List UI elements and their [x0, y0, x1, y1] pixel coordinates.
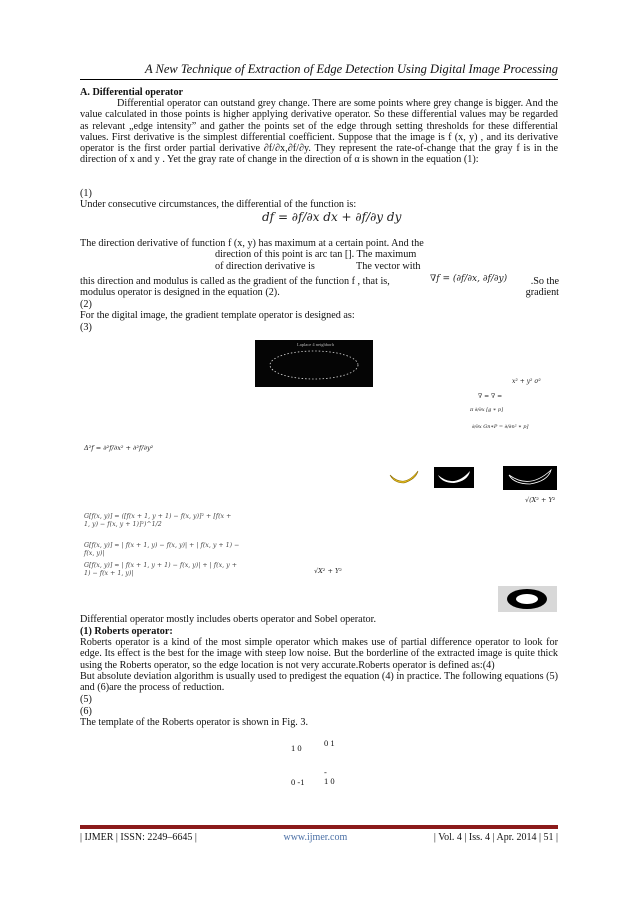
section-b-paragraph-1: Differential operator mostly includes oberts operator and Sobel operator.	[80, 614, 377, 625]
roberts-template-a-bottom: 0 -1	[291, 777, 305, 787]
roberts-template-dash: -	[324, 767, 327, 777]
banana-image	[388, 467, 420, 489]
gradient-formula: ∇f = (∂f/∂x, ∂f/∂y)	[430, 274, 508, 284]
section-a-p3-line2: direction of this point is arc tan []. The maximum	[215, 249, 417, 260]
equation-5-label: (5)	[80, 694, 92, 705]
header-rule	[80, 79, 558, 80]
equation-6-label: (6)	[80, 706, 92, 717]
math-fragment-2: ∇ = ∇ =	[478, 393, 503, 400]
roberts-paragraph-2: Roberts operator is a kind of the most simple operator which makes use of partial difference operator to look for edge. Its effect is the best for the image with steep low noise. But the borderline of the extracted image is quite thick using the Roberts operator, so the edge location is not very accurate.Roberts operator is defined as:(4)	[80, 637, 558, 671]
equation-3-label: (3)	[80, 322, 92, 333]
section-a-heading: A. Differential operator	[80, 87, 184, 98]
dotted-ellipse-graphic	[255, 340, 373, 387]
page-footer	[80, 832, 558, 843]
roberts-heading: (1) Roberts operator:	[80, 626, 173, 637]
equation-1-label: (1)	[80, 188, 92, 199]
equation-2-label: (2)	[80, 299, 92, 310]
roberts-eq6-line1: G[f(x, y)] ≈ | f(x + 1, y + 1) − f(x, y)| + | f(x, y +	[84, 562, 237, 569]
footer-rule	[80, 825, 558, 829]
math-fragment-4: ∂/∂x Gn∗P = ∂/∂n² ∗ p]	[472, 424, 529, 430]
banana-binary-image	[434, 467, 474, 488]
section-a-paragraph-4: For the digital image, the gradient template operator is designed as:	[80, 310, 355, 321]
blob-edge-image	[498, 586, 557, 612]
footer-website-link[interactable]: www.ijmer.com	[283, 832, 348, 843]
section-a-p3-line5: modulus operator is designed in the equation (2).	[80, 287, 280, 298]
banana-edge-image	[503, 466, 557, 490]
math-fragment-1: x² + y² σ²	[512, 378, 541, 385]
roberts-eq5-line1: G[f(x, y)] ≈ | f(x + 1, y) − f(x, y)| + | f(x, y + 1) −	[84, 542, 240, 549]
math-fragment-3: π ∂/∂x [g ∗ p]	[470, 407, 504, 413]
footer-issue-info: | Vol. 4 | Iss. 4 | Apr. 2014 | 51 |	[433, 832, 558, 843]
roberts-eq4-line1: G[f(x, y)] = ([f(x + 1, y + 1) − f(x, y)]² + [f(x +	[84, 513, 232, 520]
figure-caption-small: Laplace 4 neighborh	[297, 342, 334, 347]
running-header: A New Technique of Extraction of Edge Detection Using Digital Image Processing	[144, 62, 558, 76]
roberts-eq6-line2: 1) − f(x + 1, y)|	[84, 570, 134, 577]
roberts-eq5-line2: f(x, y)|	[84, 550, 105, 557]
sqrt-fragment-1: √(X² + Y²	[525, 496, 556, 504]
laplacian-formula: Δ²f = ∂²f/∂x² + ∂²f/∂y²	[84, 444, 154, 452]
df-formula: df = ∂f/∂x dx + ∂f/∂y dy	[262, 210, 402, 224]
section-a-p3-line4a: this direction and modulus is called as the gradient of the function f , that is,	[80, 276, 390, 287]
section-a-paragraph-1: Differential operator can outstand grey change. There are some points where grey change is bigger. And the value calculated in those points is higher applying derivative operator. So these differential values may be regarded as relevant „edge intensity” and gather the points set of the edge through setting thresholds for these differential values. First derivative is the simplest differential coefficient. Suppose that the image is f (x, y) , and its derivative operator is the first order partial derivative ∂f/∂x,∂f/∂y. They represent the rate-of-change that the gray f is in the direction of x and y . Yet the gray rate of change in the direction of α is shown in the equation (1):	[80, 98, 558, 166]
sqrt-fragment-2: √X² + Y²	[314, 567, 342, 575]
section-a-p3-line1: The direction derivative of function f (x, y) has maximum at a certain point. And the	[80, 238, 424, 249]
section-a-p3-line3a: of direction derivative is	[215, 261, 315, 272]
edge-detection-image	[255, 340, 373, 387]
roberts-template-a-top: 1 0	[291, 743, 302, 753]
section-a-p3-line4b: .So the gradient	[525, 276, 559, 299]
roberts-template-b-top: 0 1	[324, 738, 335, 748]
roberts-paragraph-4: The template of the Roberts operator is shown in Fig. 3.	[80, 717, 309, 728]
roberts-eq4-line2: 1, y) − f(x, y + 1)]²)^1/2	[84, 521, 162, 528]
footer-journal-info: | IJMER | ISSN: 2249–6645 |	[80, 832, 197, 843]
section-a-paragraph-2: Under consecutive circumstances, the differential of the function is:	[80, 199, 357, 210]
section-a-p3-line3b: The vector with	[356, 261, 421, 272]
roberts-paragraph-3: But absolute deviation algorithm is usually used to predigest the equation (4) in practice. The following equations (5) and (6)are the process of reduction.	[80, 671, 558, 694]
roberts-template-b-bottom: 1 0	[324, 776, 335, 786]
